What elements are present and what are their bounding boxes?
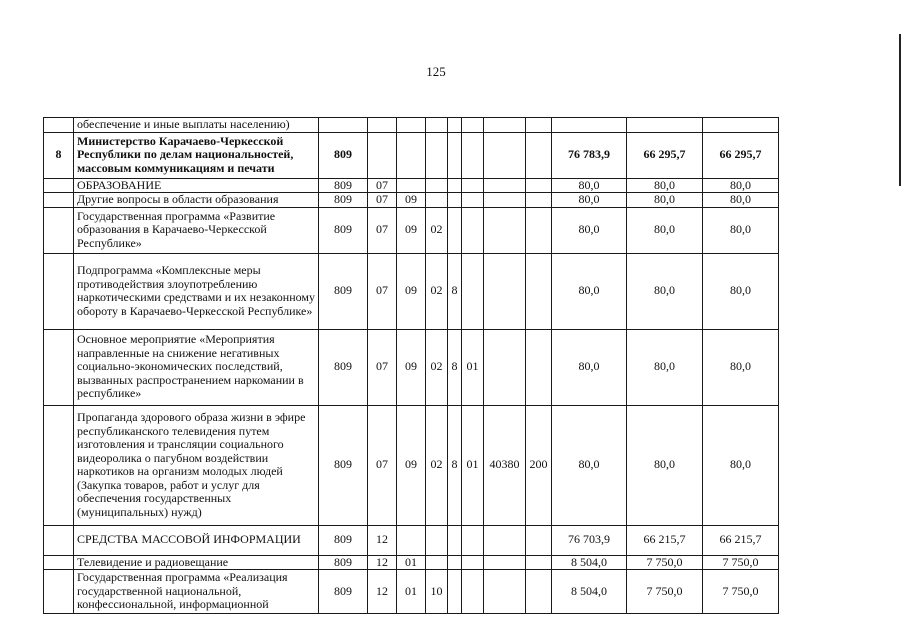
- sum-year-2: 7 750,0: [627, 570, 703, 614]
- code-rz: 12: [368, 570, 397, 614]
- code-gr: 809: [319, 329, 368, 405]
- code-program: 10: [426, 570, 448, 614]
- code-activity: [462, 118, 484, 133]
- code-subprogram: [448, 193, 462, 208]
- row-number: [44, 555, 74, 570]
- code-direction: [484, 555, 526, 570]
- code-activity: [462, 555, 484, 570]
- sum-year-1: 80,0: [552, 405, 627, 525]
- sum-year-1: 80,0: [552, 178, 627, 193]
- row-number: [44, 329, 74, 405]
- code-activity: [462, 132, 484, 178]
- row-number: [44, 570, 74, 614]
- code-program: 02: [426, 329, 448, 405]
- code-activity: [462, 193, 484, 208]
- code-subprogram: [448, 555, 462, 570]
- item-name: Другие вопросы в области образования: [74, 193, 319, 208]
- code-vr: [526, 570, 552, 614]
- code-pr: [397, 118, 426, 133]
- code-subprogram: 8: [448, 329, 462, 405]
- table-row: [44, 570, 779, 614]
- code-direction: [484, 253, 526, 329]
- sum-year-2: 80,0: [627, 329, 703, 405]
- code-subprogram: 8: [448, 253, 462, 329]
- sum-year-1: 80,0: [552, 329, 627, 405]
- code-rz: [368, 118, 397, 133]
- table-row: [44, 329, 779, 405]
- item-name: обеспечение и иные выплаты населению): [74, 118, 319, 133]
- table-row: [44, 405, 779, 525]
- code-program: [426, 525, 448, 555]
- budget-table: [43, 117, 779, 614]
- code-program: [426, 132, 448, 178]
- row-number: [44, 193, 74, 208]
- item-name: Пропаганда здорового образа жизни в эфире республиканского телевидения путем изготовления и трансляции социального видеоролика о пагубном воздействии наркотиков на организм молодых людей (Закупка товаров, работ и услуг для обеспечения государственных (муниципальных) нужд): [74, 405, 319, 525]
- code-activity: 01: [462, 405, 484, 525]
- item-name: Министерство Карачаево-Черкесской Республики по делам национальностей, массовым коммуникациям и печати: [74, 132, 319, 178]
- code-subprogram: [448, 118, 462, 133]
- code-rz: 07: [368, 178, 397, 193]
- sum-year-2: 80,0: [627, 207, 703, 253]
- sum-year-2: 80,0: [627, 193, 703, 208]
- code-pr: [397, 178, 426, 193]
- table-row: [44, 555, 779, 570]
- sum-year-3: 7 750,0: [703, 570, 779, 614]
- sum-year-1: 80,0: [552, 193, 627, 208]
- table-row: [44, 193, 779, 208]
- table-row: [44, 118, 779, 133]
- code-subprogram: [448, 132, 462, 178]
- code-activity: [462, 253, 484, 329]
- code-pr: 09: [397, 193, 426, 208]
- code-subprogram: [448, 207, 462, 253]
- code-direction: [484, 329, 526, 405]
- code-direction: [484, 132, 526, 178]
- row-number: [44, 118, 74, 133]
- code-gr: 809: [319, 178, 368, 193]
- code-direction: [484, 118, 526, 133]
- code-program: 02: [426, 207, 448, 253]
- item-name: Основное мероприятие «Мероприятия направленные на снижение негативных социально-экономических последствий, вызванных распространением наркомании в республике»: [74, 329, 319, 405]
- code-gr: 809: [319, 405, 368, 525]
- code-gr: 809: [319, 555, 368, 570]
- code-gr: [319, 118, 368, 133]
- code-direction: [484, 178, 526, 193]
- sum-year-2: 66 215,7: [627, 525, 703, 555]
- code-rz: 12: [368, 525, 397, 555]
- code-rz: [368, 132, 397, 178]
- code-rz: 07: [368, 329, 397, 405]
- item-name: Подпрограмма «Комплексные меры противодействия злоупотреблению наркотическими средствами и их незаконному обороту в Карачаево-Черкесской Республике»: [74, 253, 319, 329]
- code-gr: 809: [319, 193, 368, 208]
- code-vr: [526, 555, 552, 570]
- sum-year-3: 80,0: [703, 193, 779, 208]
- code-vr: [526, 178, 552, 193]
- code-pr: 09: [397, 329, 426, 405]
- sum-year-3: 80,0: [703, 329, 779, 405]
- code-gr: 809: [319, 132, 368, 178]
- sum-year-2: 80,0: [627, 253, 703, 329]
- sum-year-2: [627, 118, 703, 133]
- code-direction: [484, 207, 526, 253]
- code-direction: 40380: [484, 405, 526, 525]
- table-row: [44, 132, 779, 178]
- sum-year-2: 80,0: [627, 178, 703, 193]
- code-activity: [462, 207, 484, 253]
- sum-year-1: 8 504,0: [552, 570, 627, 614]
- table-row: [44, 525, 779, 555]
- code-program: [426, 118, 448, 133]
- code-rz: 07: [368, 253, 397, 329]
- row-number: [44, 207, 74, 253]
- sum-year-3: 80,0: [703, 178, 779, 193]
- sum-year-1: [552, 118, 627, 133]
- code-rz: 07: [368, 193, 397, 208]
- code-subprogram: [448, 525, 462, 555]
- item-name: Государственная программа «Развитие образования в Карачаево-Черкесской Республике»: [74, 207, 319, 253]
- code-program: 02: [426, 253, 448, 329]
- sum-year-3: 80,0: [703, 405, 779, 525]
- code-gr: 809: [319, 207, 368, 253]
- item-name: СРЕДСТВА МАССОВОЙ ИНФОРМАЦИИ: [74, 525, 319, 555]
- sum-year-1: 8 504,0: [552, 555, 627, 570]
- code-program: 02: [426, 405, 448, 525]
- code-gr: 809: [319, 525, 368, 555]
- code-pr: 09: [397, 405, 426, 525]
- code-direction: [484, 193, 526, 208]
- row-number: [44, 178, 74, 193]
- sum-year-3: 66 295,7: [703, 132, 779, 178]
- sum-year-1: 76 783,9: [552, 132, 627, 178]
- code-program: [426, 178, 448, 193]
- page-number: 125: [426, 64, 446, 79]
- code-gr: 809: [319, 570, 368, 614]
- code-vr: [526, 118, 552, 133]
- code-pr: 09: [397, 207, 426, 253]
- row-number: [44, 525, 74, 555]
- code-rz: 07: [368, 207, 397, 253]
- code-activity: [462, 525, 484, 555]
- code-direction: [484, 570, 526, 614]
- sum-year-2: 7 750,0: [627, 555, 703, 570]
- table-row: [44, 207, 779, 253]
- table-row: [44, 178, 779, 193]
- code-vr: [526, 329, 552, 405]
- code-activity: [462, 178, 484, 193]
- sum-year-1: 80,0: [552, 253, 627, 329]
- sum-year-3: 80,0: [703, 253, 779, 329]
- table-row: [44, 253, 779, 329]
- item-name: Государственная программа «Реализация государственной национальной, конфессиональной, информационной: [74, 570, 319, 614]
- code-vr: [526, 132, 552, 178]
- code-vr: [526, 193, 552, 208]
- sum-year-3: 66 215,7: [703, 525, 779, 555]
- code-pr: [397, 132, 426, 178]
- code-program: [426, 193, 448, 208]
- code-activity: [462, 570, 484, 614]
- scan-edge-line: [899, 34, 901, 186]
- sum-year-2: 80,0: [627, 405, 703, 525]
- code-pr: [397, 525, 426, 555]
- code-subprogram: [448, 178, 462, 193]
- code-rz: 07: [368, 405, 397, 525]
- row-number: [44, 253, 74, 329]
- code-pr: 01: [397, 555, 426, 570]
- code-vr: [526, 253, 552, 329]
- code-direction: [484, 525, 526, 555]
- code-rz: 12: [368, 555, 397, 570]
- code-program: [426, 555, 448, 570]
- sum-year-3: [703, 118, 779, 133]
- sum-year-3: 80,0: [703, 207, 779, 253]
- row-number: 8: [44, 132, 74, 178]
- code-activity: 01: [462, 329, 484, 405]
- code-subprogram: [448, 570, 462, 614]
- code-pr: 09: [397, 253, 426, 329]
- code-vr: [526, 525, 552, 555]
- item-name: Телевидение и радиовещание: [74, 555, 319, 570]
- code-pr: 01: [397, 570, 426, 614]
- row-number: [44, 405, 74, 525]
- code-vr: [526, 207, 552, 253]
- sum-year-1: 76 703,9: [552, 525, 627, 555]
- sum-year-1: 80,0: [552, 207, 627, 253]
- code-vr: 200: [526, 405, 552, 525]
- code-gr: 809: [319, 253, 368, 329]
- sum-year-2: 66 295,7: [627, 132, 703, 178]
- code-subprogram: 8: [448, 405, 462, 525]
- sum-year-3: 7 750,0: [703, 555, 779, 570]
- item-name: ОБРАЗОВАНИЕ: [74, 178, 319, 193]
